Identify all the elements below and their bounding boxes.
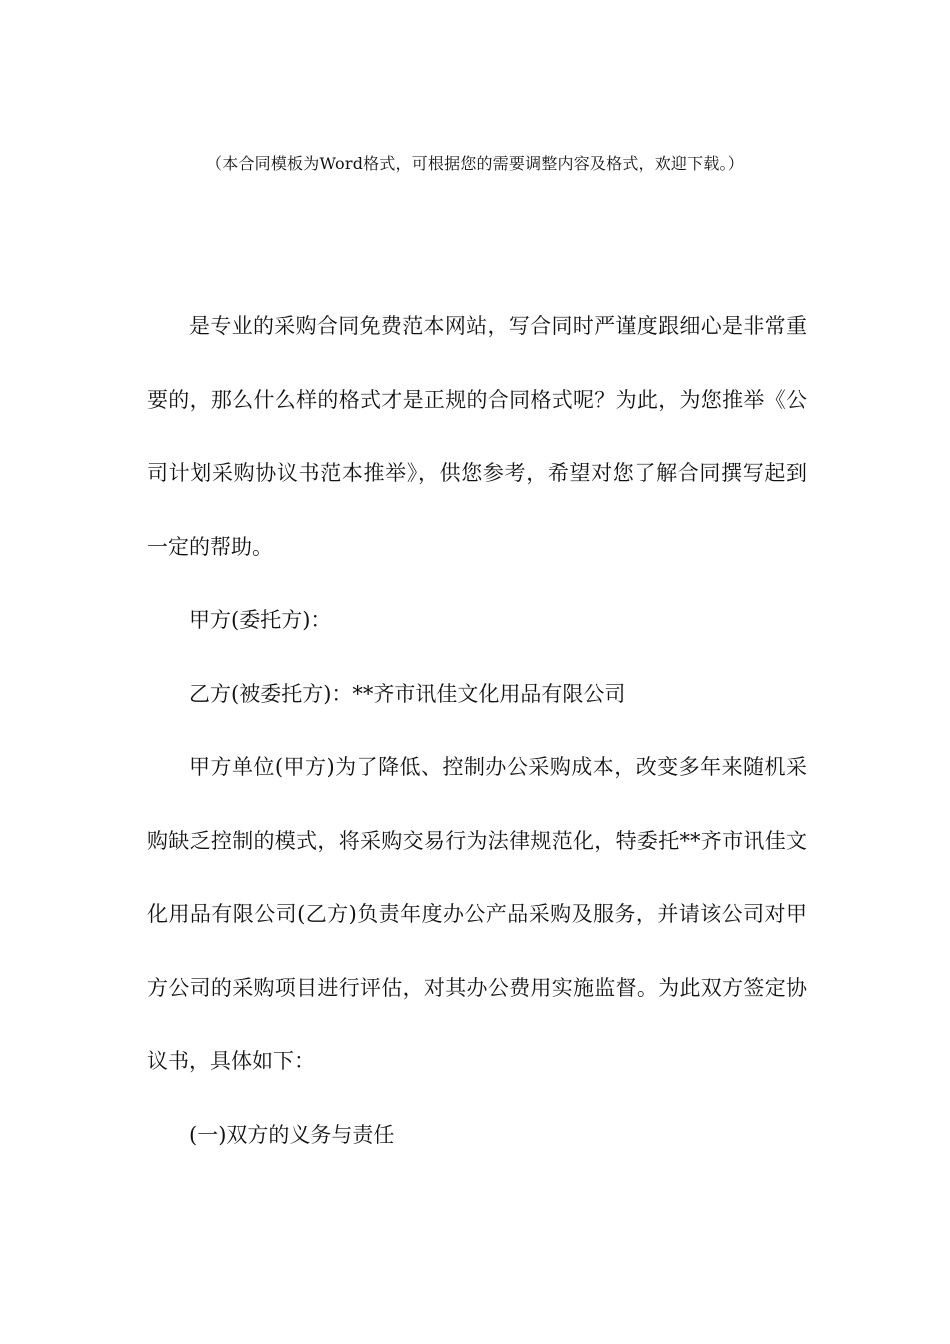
party-b-line: 乙方(被委托方)：**齐市讯佳文化用品有限公司	[189, 681, 626, 706]
agreement-purpose-paragraph: 甲方单位(甲方)为了降低、控制办公采购成本，改变多年来随机采购缺乏控制的模式，将采购交易行为法律规范化，特委托**齐市讯佳文化用品有限公司(乙方)负责年度办公产品采购及服务，并请该公司对甲方公司的采购项目进行评估，对其办公费用实施监督。为此双方签定协议书，具体如下：	[147, 755, 807, 1073]
intro-paragraph: 是专业的采购合同免费范本网站，写合同时严谨度跟细心是非常重要的，那么什么样的格式才是正规的合同格式呢？为此，为您推举《公司计划采购协议书范本推举》，供您参考，希望对您了解合同撰写起到一定的帮助。	[147, 314, 807, 559]
party-a-line: 甲方(委托方)：	[189, 608, 332, 632]
format-notice: （本合同模板为Word格式，可根据您的需要调整内容及格式，欢迎下载。）	[206, 154, 744, 173]
document-body	[147, 290, 807, 1172]
section-heading-obligations: (一)双方的义务与责任	[189, 1122, 395, 1147]
